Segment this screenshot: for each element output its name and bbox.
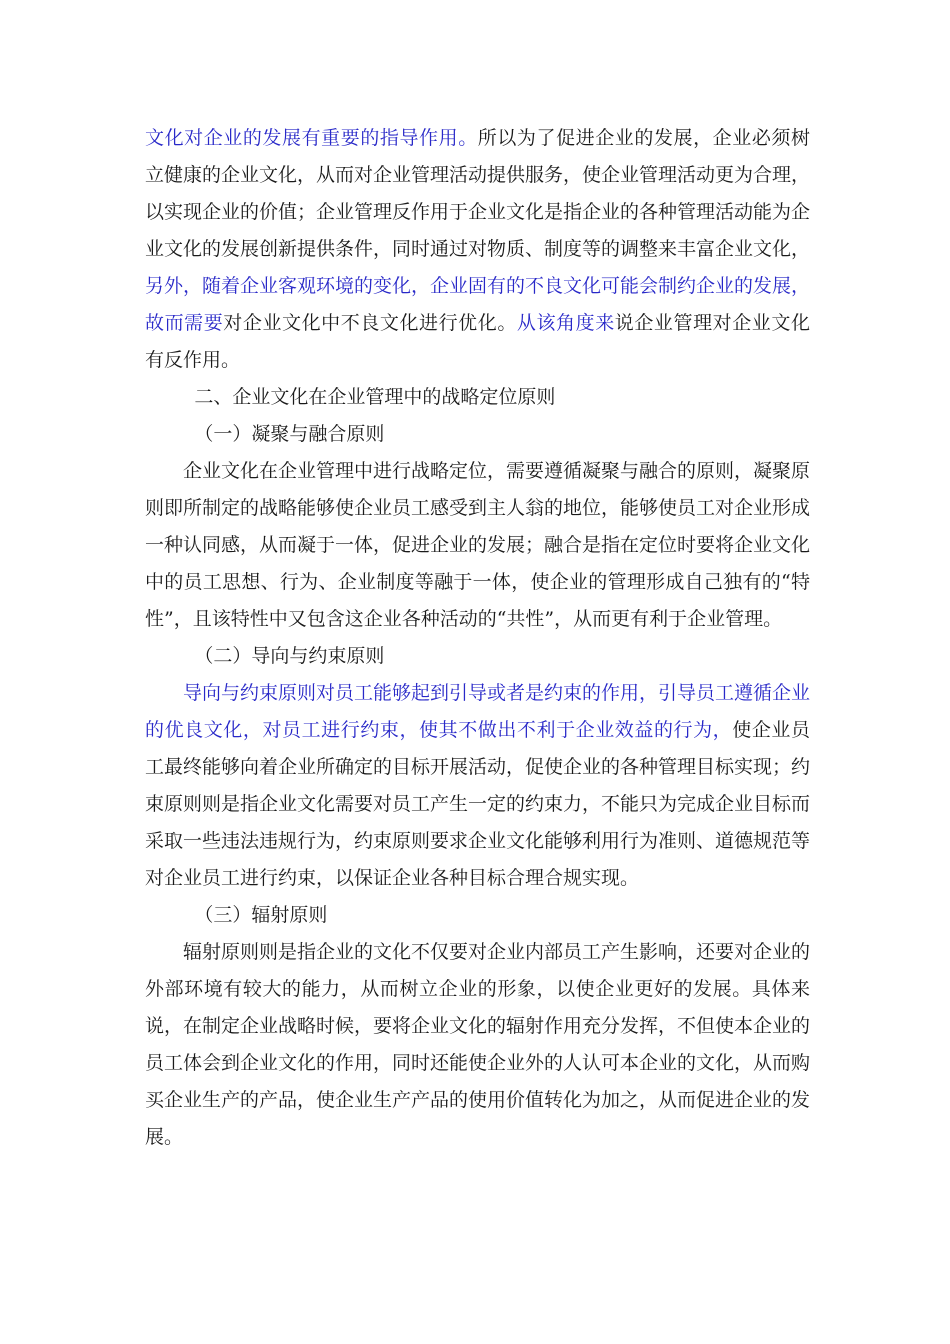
body-text: 对企业文化中不良文化进行优化。: [223, 312, 517, 334]
highlighted-text: 文化对企业的发展有重要的指导作用。: [145, 127, 478, 149]
section-heading: 二、企业文化在企业管理中的战略定位原则: [194, 386, 556, 408]
subsection-heading-cohesion: （一）凝聚与融合原则: [194, 423, 385, 445]
highlighted-text: 从该角度来: [516, 312, 615, 334]
paragraph-culture-management-relation: [145, 120, 810, 379]
body-text: 所以为了促进企业的发展，企业必须树立健康的企业文化，从而对企业管理活动提供服务，使企业管理活动更为合理，以实现企业的价值；企业管理反作用于企业文化是指企业的各种管理活动能为企业文化的发展创新提供条件，同时通过对物质、制度等的调整来丰富企业文化，: [145, 127, 811, 260]
body-text: 使企业员工最终能够向着企业所确定的目标开展活动，促使企业的各种管理目标实现；约束原则则是指企业文化需要对员工产生一定的约束力，不能只为完成企业目标而采取一些违法违规行为，约束原则要求企业文化能够利用行为准则、道德规范等对企业员工进行约束，以保证企业各种目标合理合规实现。: [145, 719, 811, 889]
paragraph-cohesion: 企业文化在企业管理中进行战略定位，需要遵循凝聚与融合的原则，凝聚原则即所制定的战略能够使企业员工感受到主人翁的地位，能够使员工对企业形成一种认同感，从而凝于一体，促进企业的发展；融合是指在定位时要将企业文化中的员工思想、行为、企业制度等融于一体，使企业的管理形成自己独有的“特性”，且该特性中又包含这企业各种活动的“共性”，从而更有利于企业管理。: [145, 460, 811, 630]
highlighted-text: 另外，随着企业客观环境的变化，企业固有的不良文化可能会制约企业的发展，故而需要: [145, 275, 811, 334]
paragraph-guidance: [145, 675, 810, 897]
subsection-heading-guidance: （二）导向与约束原则: [194, 645, 385, 667]
document-page: [145, 120, 810, 1156]
paragraph-radiation: 辐射原则则是指企业的文化不仅要对企业内部员工产生影响，还要对企业的外部环境有较大的能力，从而树立企业的形象，以使企业更好的发展。具体来说，在制定企业战略时候，要将企业文化的辐射作用充分发挥，不但使本企业的员工体会到企业文化的作用，同时还能使企业外的人认可本企业的文化，从而购买企业生产的产品，使企业生产产品的使用价值转化为加之，从而促进企业的发展。: [145, 941, 811, 1148]
subsection-heading-radiation: （三）辐射原则: [194, 904, 328, 926]
body-text: 说企业管理对企业文化有反作用。: [145, 312, 810, 371]
highlighted-text: 导向与约束原则对员工能够起到引导或者是约束的作用，引导员工遵循企业的优良文化，对员工进行约束，使其不做出不利于企业效益的行为，: [145, 682, 811, 741]
